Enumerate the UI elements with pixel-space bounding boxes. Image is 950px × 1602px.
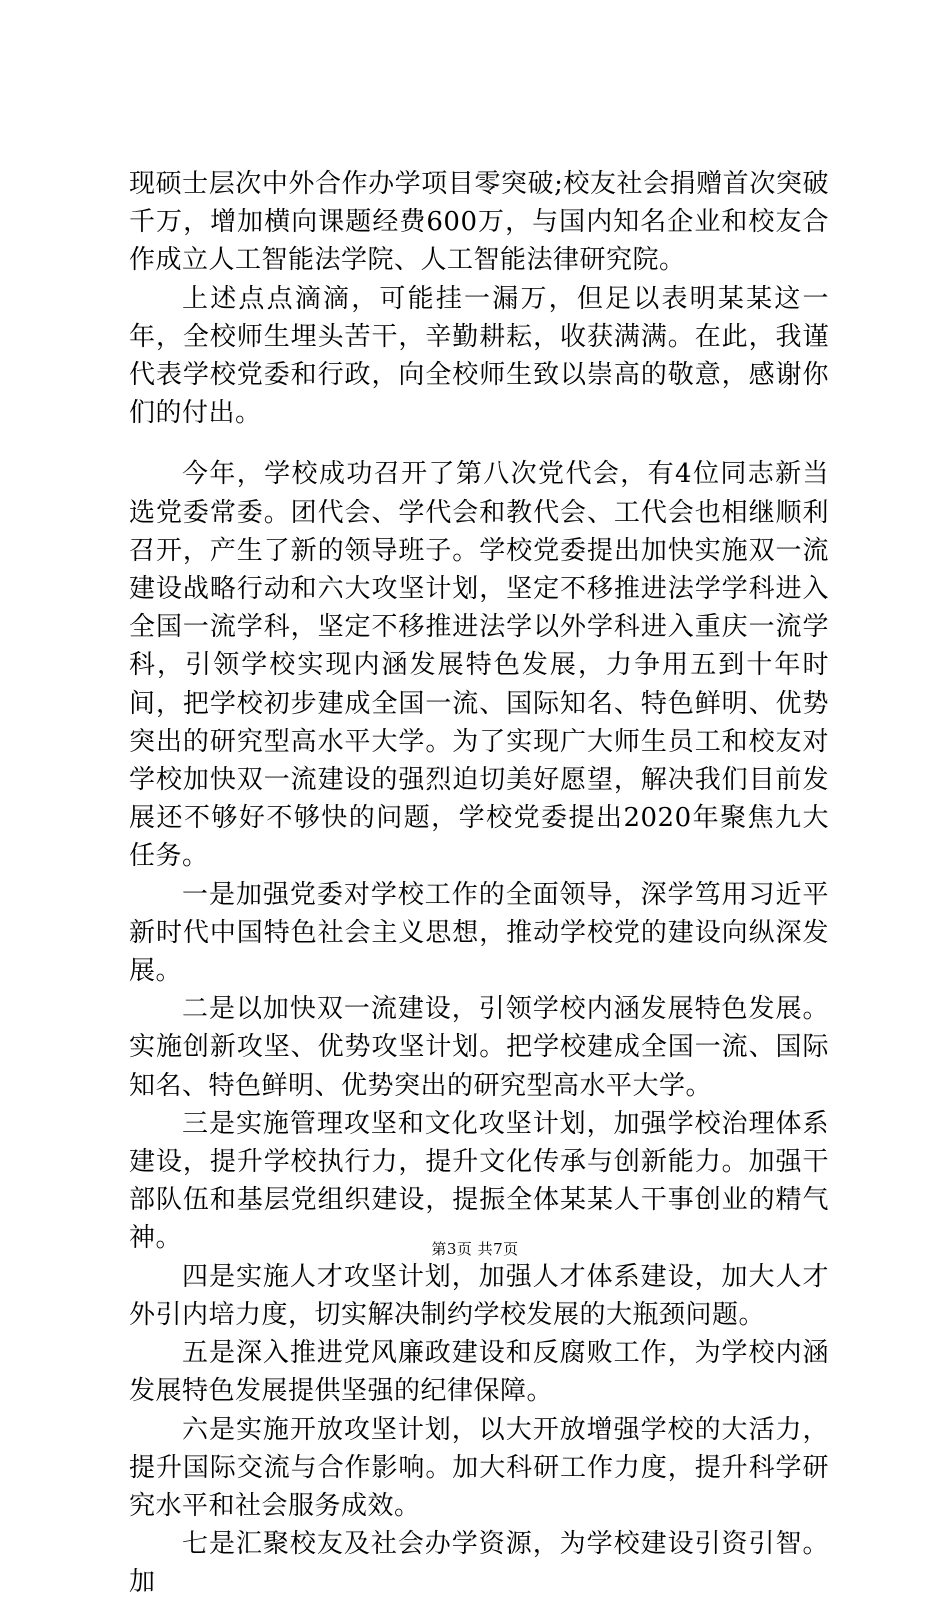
paragraph-3: 今年，学校成功召开了第八次党代会，有4位同志新当选党委常委。团代会、学代会和教代会、工代会也相继顺利召开，产生了新的领导班子。学校党委提出加快实施双一流建设战略行动和六大攻坚计划，坚定不移推进法学学科进入全国一流学科，坚定不移推进法学以外学科进入重庆一流学科，引领学校实现内涵发展特色发展，力争用五到十年时间，把学校初步建成全国一流、国际知名、特色鲜明、优势突出的研究型高水平大学。为了实现广大师生员工和校友对学校加快双一流建设的强烈迫切美好愿望，解决我们目前发展还不够好不够快的问题，学校党委提出2020年聚焦九大任务。 (129, 459, 829, 872)
document-body (129, 165, 829, 1602)
paragraph-10: 七是汇聚校友及社会办学资源，为学校建设引资引智。加 (129, 1529, 829, 1598)
paragraph-8: 五是深入推进党风廉政建设和反腐败工作，为学校内涵发展特色发展提供坚强的纪律保障。 (129, 1338, 829, 1407)
page-number-footer: 第3页 共7页 (431, 1240, 519, 1258)
paragraph-gap (129, 432, 829, 455)
paragraph-6: 三是实施管理攻坚和文化攻坚计划，加强学校治理体系建设，提升学校执行力，提升文化传承与创新能力。加强干部队伍和基层党组织建设，提振全体某某人干事创业的精气神。 (129, 1108, 829, 1254)
paragraph-4: 一是加强党委对学校工作的全面领导，深学笃用习近平新时代中国特色社会主义思想，推动学校党的建设向纵深发展。 (129, 879, 829, 987)
paragraph-5: 二是以加快双一流建设，引领学校内涵发展特色发展。实施创新攻坚、优势攻坚计划。把学校建成全国一流、国际知名、特色鲜明、优势突出的研究型高水平大学。 (129, 994, 829, 1101)
paragraph-2: 上述点点滴滴，可能挂一漏万，但足以表明某某这一年，全校师生埋头苦干，辛勤耕耘，收获满满。在此，我谨代表学校党委和行政，向全校师生致以崇高的敬意，感谢你们的付出。 (129, 283, 829, 429)
paragraph-7: 四是实施人才攻坚计划，加强人才体系建设，加大人才外引内培力度，切实解决制约学校发展的大瓶颈问题。 (129, 1261, 829, 1330)
paragraph-1: 现硕士层次中外合作办学项目零突破;校友社会捐赠首次突破千万，增加横向课题经费600万，与国内知名企业和校友合作成立人工智能法学院、人工智能法律研究院。 (129, 169, 829, 276)
paragraph-9: 六是实施开放攻坚计划，以大开放增强学校的大活力，提升国际交流与合作影响。加大科研工作力度，提升科学研究水平和社会服务成效。 (129, 1414, 829, 1521)
